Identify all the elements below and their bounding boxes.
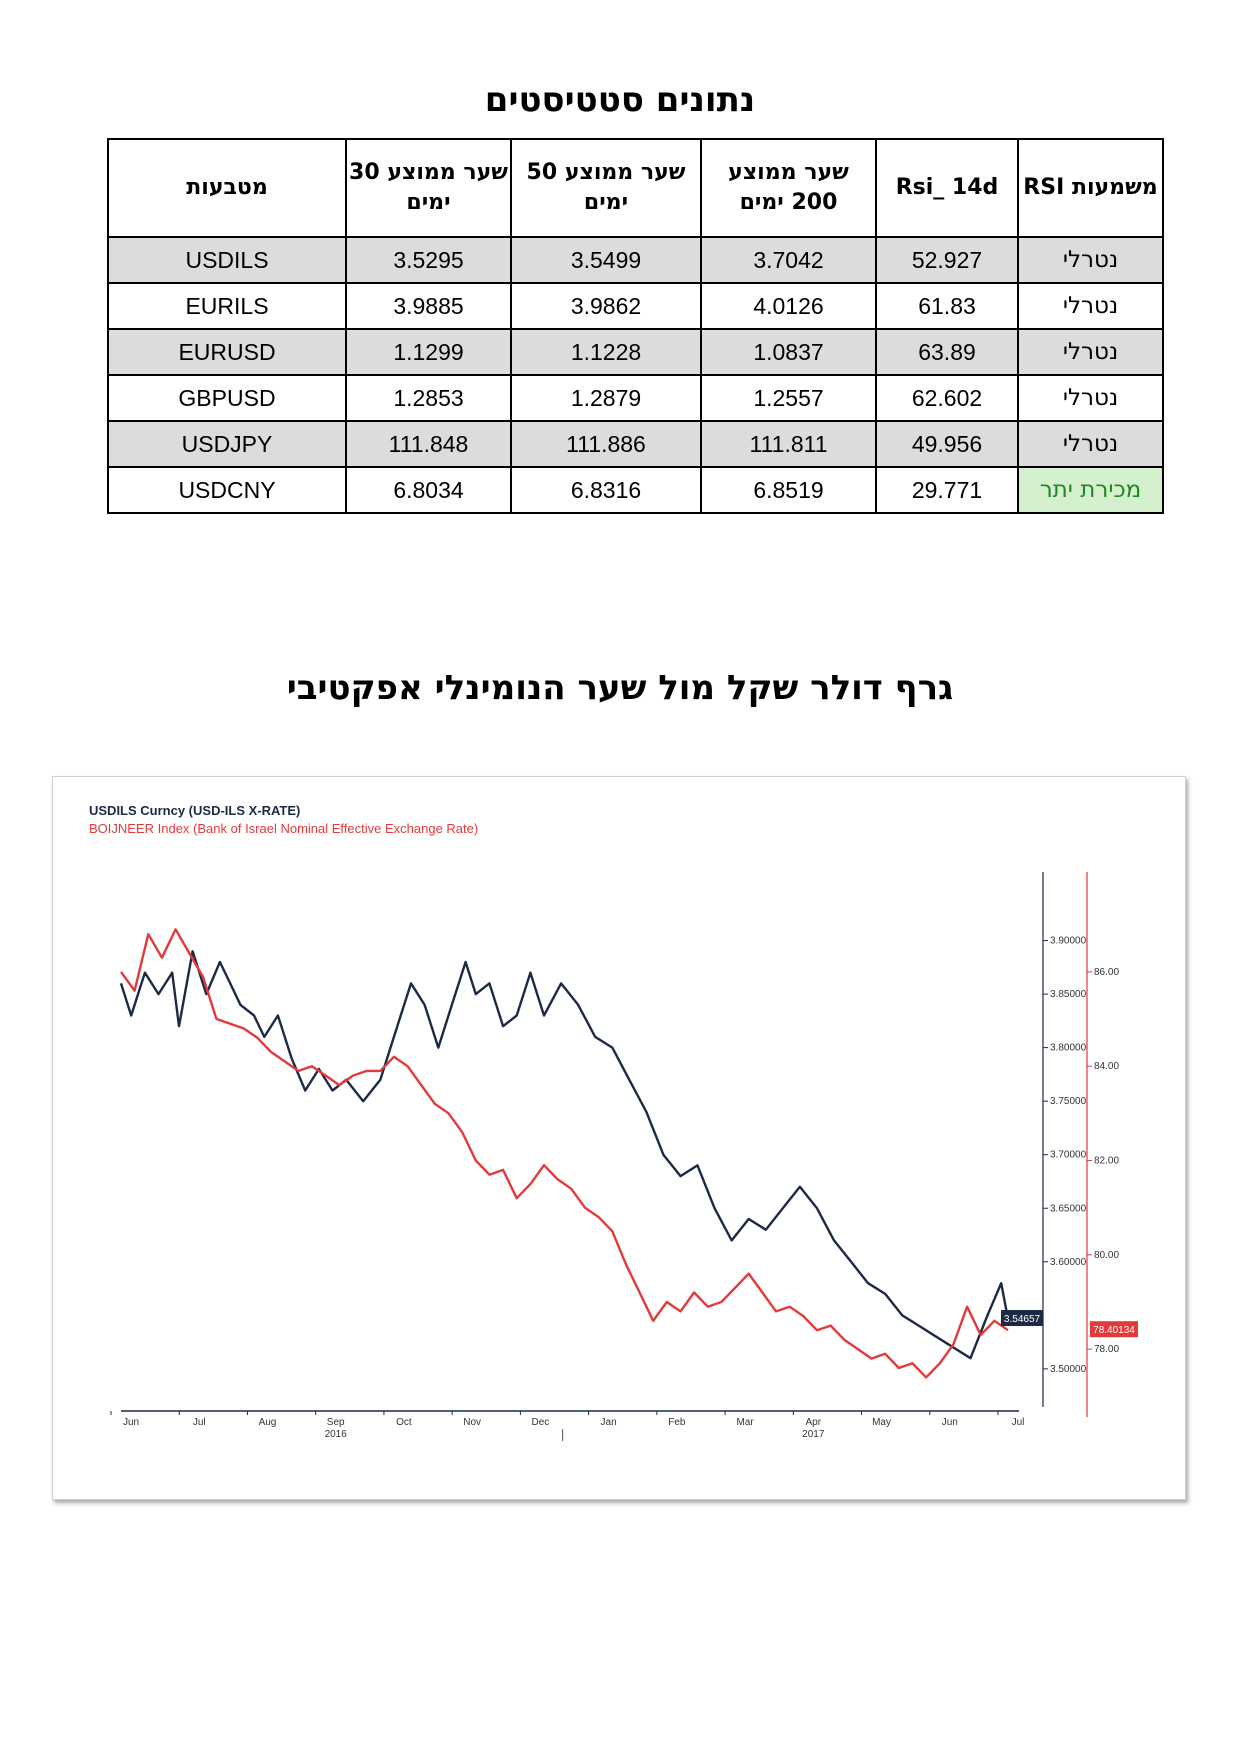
- cell-avg50: 1.2879: [511, 375, 701, 421]
- cell-avg200: 111.811: [701, 421, 876, 467]
- cell-rsi-meaning: נטרלי: [1018, 237, 1163, 283]
- x-tick-label: May: [872, 1417, 891, 1428]
- x-tick-label: Jun: [122, 1417, 140, 1428]
- cell-currency: USDILS: [108, 237, 346, 283]
- x-tick-label: Nov: [463, 1417, 482, 1428]
- cell-currency: USDCNY: [108, 467, 346, 513]
- right-axis-tick-label: 82.00: [1094, 1155, 1120, 1167]
- cell-currency: EURILS: [108, 283, 346, 329]
- cell-avg200: 3.7042: [701, 237, 876, 283]
- cell-avg30: 1.2853: [346, 375, 511, 421]
- cell-avg30: 1.1299: [346, 329, 511, 375]
- cell-rsi: 49.956: [876, 421, 1018, 467]
- header-currency: מטבעות: [108, 139, 346, 237]
- chart-panel: [52, 776, 1186, 1500]
- x-tick-label: Mar: [736, 1417, 754, 1428]
- x-year-label: 2017: [802, 1429, 825, 1440]
- series-line-usdils: [121, 951, 1008, 1358]
- last-value-boijneer: 78.40134: [1093, 1325, 1135, 1337]
- left-axis-tick-label: 3.65000: [1050, 1203, 1087, 1215]
- right-axis-tick-label: 86.00: [1094, 966, 1120, 978]
- x-tick-label: Jan: [600, 1417, 617, 1428]
- fx-line-chart: [53, 777, 1185, 1499]
- cell-avg200: 6.8519: [701, 467, 876, 513]
- cell-rsi-meaning: נטרלי: [1018, 375, 1163, 421]
- x-tick-label: Jun: [941, 1417, 958, 1428]
- table-header-row: [108, 139, 1163, 237]
- x-year-label: 2016: [324, 1429, 347, 1440]
- right-axis-tick-label: 84.00: [1094, 1061, 1120, 1073]
- chart-title: גרף דולר שקל מול שער הנומינלי אפקטיבי: [286, 668, 954, 708]
- cell-rsi-meaning: נטרלי: [1018, 421, 1163, 467]
- cell-avg30: 3.5295: [346, 237, 511, 283]
- cell-currency: EURUSD: [108, 329, 346, 375]
- cell-avg30: 6.8034: [346, 467, 511, 513]
- cell-avg200: 1.2557: [701, 375, 876, 421]
- series-line-boijneer: [121, 929, 1008, 1377]
- x-tick-label: Sep: [326, 1417, 345, 1428]
- x-tick-label: Dec: [531, 1417, 550, 1428]
- cell-avg50: 3.5499: [511, 237, 701, 283]
- table-row: [108, 421, 1163, 467]
- cell-rsi-meaning-oversold: מכירת יתר: [1018, 467, 1163, 513]
- left-axis-tick-label: 3.75000: [1050, 1096, 1087, 1108]
- left-axis-tick-label: 3.85000: [1050, 989, 1087, 1001]
- cell-rsi: 61.83: [876, 283, 1018, 329]
- right-axis-tick-label: 78.00: [1094, 1344, 1120, 1356]
- left-axis-tick-label: 3.80000: [1050, 1042, 1087, 1054]
- x-tick-label: Oct: [396, 1417, 412, 1428]
- stats-title: נתונים סטטיסטים: [484, 80, 756, 120]
- x-tick-label: Aug: [258, 1417, 277, 1428]
- table-row: [108, 375, 1163, 421]
- cell-avg30: 3.9885: [346, 283, 511, 329]
- header-rsi-meaning: משמעות RSI: [1018, 139, 1163, 237]
- last-value-usdils: 3.54657: [1003, 1314, 1041, 1326]
- table-row: [108, 283, 1163, 329]
- left-axis-tick-label: 3.60000: [1050, 1256, 1087, 1268]
- cell-avg50: 1.1228: [511, 329, 701, 375]
- right-axis-tick-label: 80.00: [1094, 1249, 1120, 1261]
- statistics-table: [107, 138, 1164, 514]
- x-tick-label: Feb: [668, 1417, 686, 1428]
- cell-rsi-meaning: נטרלי: [1018, 283, 1163, 329]
- cell-currency: GBPUSD: [108, 375, 346, 421]
- cell-rsi: 63.89: [876, 329, 1018, 375]
- header-avg200: שער ממוצע 200 ימים: [701, 139, 876, 237]
- cell-rsi-meaning: נטרלי: [1018, 329, 1163, 375]
- header-avg30: שער ממוצע 30 ימים: [346, 139, 511, 237]
- cell-avg50: 6.8316: [511, 467, 701, 513]
- x-tick-label: Jul: [1011, 1417, 1025, 1428]
- cell-avg200: 1.0837: [701, 329, 876, 375]
- left-axis-tick-label: 3.50000: [1050, 1363, 1087, 1375]
- cell-avg200: 4.0126: [701, 283, 876, 329]
- table-row: [108, 329, 1163, 375]
- legend-usdils: USDILS Curncy (USD-ILS X-RATE): [89, 803, 301, 818]
- table-row: [108, 237, 1163, 283]
- cell-rsi: 29.771: [876, 467, 1018, 513]
- cell-avg30: 111.848: [346, 421, 511, 467]
- header-rsi14: Rsi_ 14d: [876, 139, 1018, 237]
- header-avg50: שער ממוצע 50 ימים: [511, 139, 701, 237]
- cell-rsi: 62.602: [876, 375, 1018, 421]
- table-row: [108, 467, 1163, 513]
- cell-rsi: 52.927: [876, 237, 1018, 283]
- legend-boijneer: BOIJNEER Index (Bank of Israel Nominal Effective Exchange Rate): [89, 821, 479, 836]
- x-tick-label: Jul: [192, 1417, 206, 1428]
- left-axis-tick-label: 3.90000: [1050, 935, 1087, 947]
- left-axis-tick-label: 3.70000: [1050, 1149, 1087, 1161]
- cell-avg50: 111.886: [511, 421, 701, 467]
- cell-avg50: 3.9862: [511, 283, 701, 329]
- x-tick-label: Apr: [805, 1417, 822, 1428]
- cell-currency: USDJPY: [108, 421, 346, 467]
